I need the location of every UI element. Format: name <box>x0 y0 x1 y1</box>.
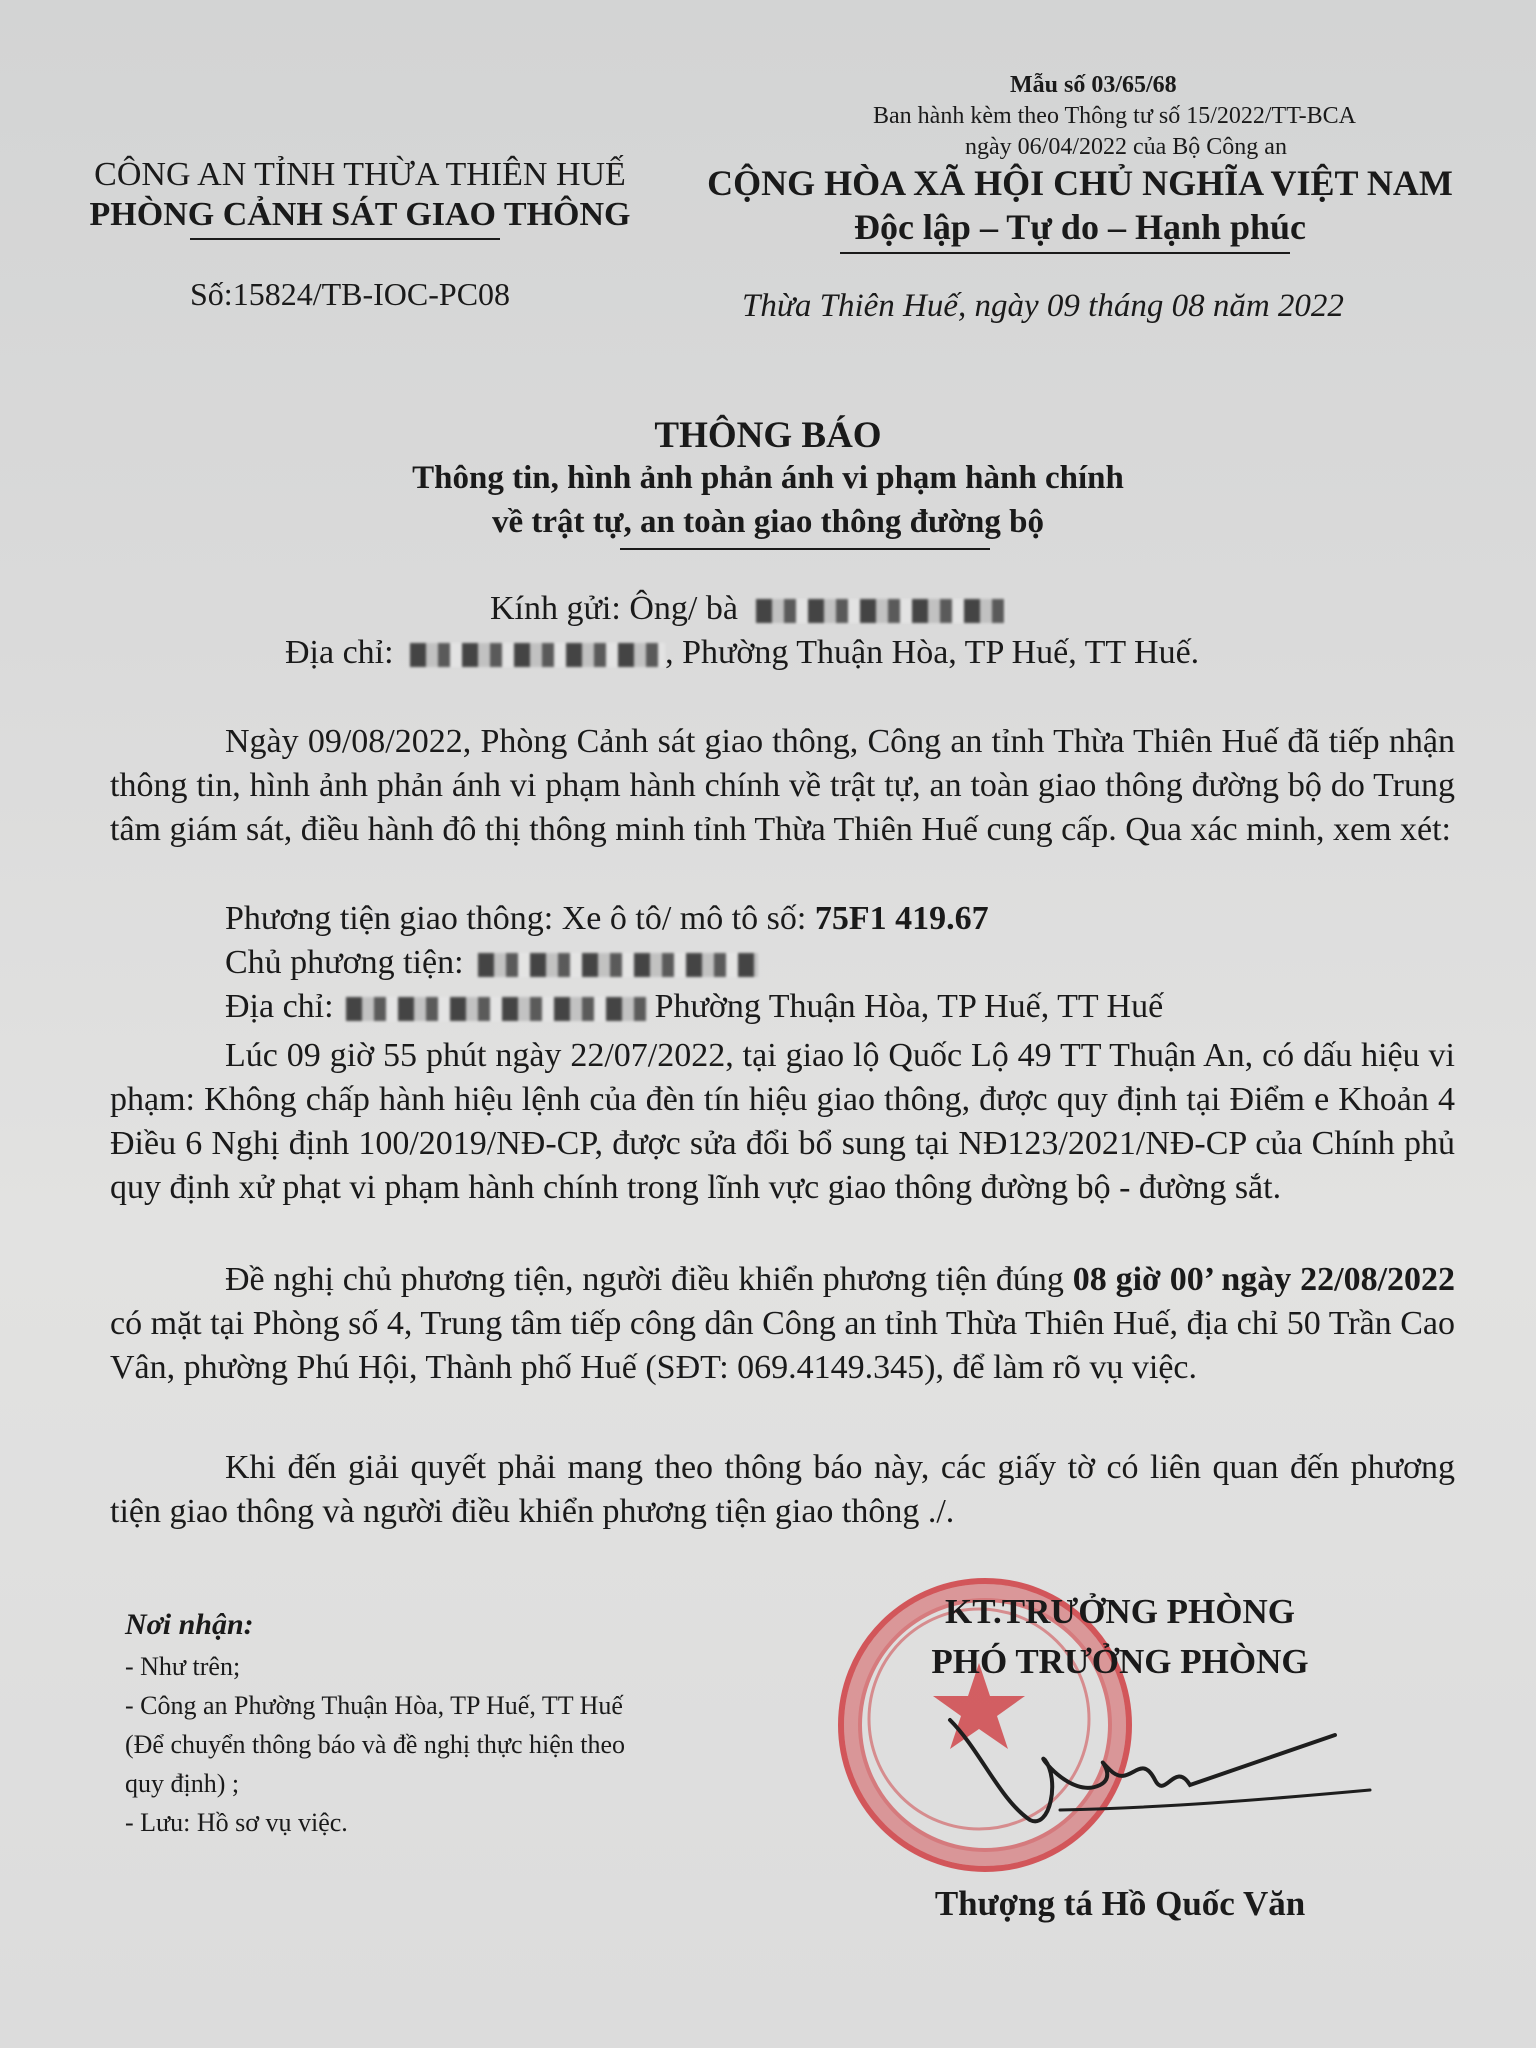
handwritten-signature <box>940 1690 1380 1840</box>
body-paragraph-2: Lúc 09 giờ 55 phút ngày 22/07/2022, tại giao lộ Quốc Lộ 49 TT Thuận An, có dấu hiệu vi phạm: Không chấp hành hiệu lệnh của đèn tín hiệu giao thông, được quy định tại Điểm e Khoản 4 Điều 6 Nghị định 100/2019/NĐ-CP, được sửa đổi bổ sung tại NĐ123/2021/NĐ-CP của Chính phủ quy định xử phạt vi phạm hành chính trong lĩnh vực giao thông đường bộ - đường sắt. <box>110 1037 1455 1206</box>
paragraph-3-lead: Đề nghị chủ phương tiện, người điều khiển phương tiện đúng <box>225 1261 1064 1298</box>
form-code: Mẫu số 03/65/68 <box>1010 72 1177 98</box>
owner-label: Chủ phương tiện: <box>225 944 464 981</box>
nation-motto: Độc lập – Tự do – Hạnh phúc <box>853 207 1307 247</box>
owner-line <box>225 944 758 982</box>
body-paragraph-1: Ngày 09/08/2022, Phòng Cảnh sát giao thông, Công an tỉnh Thừa Thiên Huế đã tiếp nhận thông tin, hình ảnh phản ánh vi phạm hành chính về trật tự, an toàn giao thông đường bộ do Trung tâm giám sát, điều hành đô thị thông minh tỉnh Thừa Thiên Huế cung cấp. Qua xác minh, xem xét: <box>110 723 1455 848</box>
place-date: Thừa Thiên Huế, ngày 09 tháng 08 năm 2022 <box>742 288 1344 324</box>
recipient-greeting <box>490 590 1006 628</box>
nation-name: CỘNG HÒA XÃ HỘI CHỦ NGHĨA VIỆT NAM <box>707 163 1453 203</box>
agency-name: PHÒNG CẢNH SÁT GIAO THÔNG <box>89 196 631 233</box>
agency-parent: CÔNG AN TỈNH THỪA THIÊN HUẾ <box>94 156 626 193</box>
redacted-name <box>756 599 1006 623</box>
signature-role-1: KT.TRƯỞNG PHÒNG <box>945 1592 1295 1631</box>
redacted-address <box>410 643 665 667</box>
form-issued-line-1: Ban hành kèm theo Thông tư số 15/2022/TT-BCA <box>873 103 1356 129</box>
vehicle-plate: 75F1 419.67 <box>814 900 989 937</box>
body-paragraph-3 <box>110 1258 1455 1390</box>
document-subtitle-2: về trật tự, an toàn giao thông đường bộ <box>491 504 1044 540</box>
vehicle-line <box>225 900 989 938</box>
form-issued-line-2: ngày 06/04/2022 của Bộ Công an <box>965 134 1287 160</box>
redacted-owner-address <box>346 997 646 1021</box>
paragraph-3-rest: có mặt tại Phòng số 4, Trung tâm tiếp công dân Công an tỉnh Thừa Thiên Huế, địa chỉ 50 Trần Cao Vân, phường Phú Hội, Thành phố Huế (SĐT: 069.4149.345), để làm rõ vụ việc. <box>110 1305 1455 1386</box>
redacted-owner <box>478 953 758 977</box>
recipient-address-label: Địa chỉ: <box>285 634 394 671</box>
document-title: THÔNG BÁO <box>654 415 882 456</box>
vehicle-label: Phương tiện giao thông: Xe ô tô/ mô tô số: <box>225 900 807 937</box>
document-subtitle-1: Thông tin, hình ảnh phản ánh vi phạm hành chính <box>412 460 1124 496</box>
owner-address-line <box>225 988 1163 1026</box>
title-underline <box>620 548 990 550</box>
recipient-address <box>285 634 1199 672</box>
document-number: Số:15824/TB-IOC-PC08 <box>190 276 511 312</box>
owner-address-tail: Phường Thuận Hòa, TP Huế, TT Huế <box>654 988 1164 1025</box>
recipients-item-2: - Công an Phường Thuận Hòa, TP Huế, TT Huế <box>125 1691 623 1720</box>
appointment-time: 08 giờ 00’ ngày 22/08/2022 <box>1072 1261 1456 1298</box>
motto-underline <box>840 252 1290 254</box>
agency-underline <box>190 238 500 240</box>
owner-address-label: Địa chỉ: <box>225 988 334 1025</box>
signer-name: Thượng tá Hồ Quốc Văn <box>934 1884 1306 1923</box>
recipient-address-tail: , Phường Thuận Hòa, TP Huế, TT Huế. <box>665 634 1200 671</box>
signature-role-2: PHÓ TRƯỞNG PHÒNG <box>931 1642 1309 1681</box>
recipient-greeting-text: Kính gửi: Ông/ bà <box>490 590 738 627</box>
recipients-item-5: - Lưu: Hồ sơ vụ việc. <box>125 1808 348 1837</box>
recipients-item-4: quy định) ; <box>125 1769 240 1798</box>
recipients-item-1: - Như trên; <box>125 1652 241 1681</box>
recipients-item-3: (Để chuyển thông báo và đề nghị thực hiện theo <box>125 1730 626 1759</box>
recipients-label: Nơi nhận: <box>125 1608 254 1641</box>
body-paragraph-4: Khi đến giải quyết phải mang theo thông báo này, các giấy tờ có liên quan đến phương tiện giao thông và người điều khiển phương tiện giao thông ./. <box>110 1449 1455 1530</box>
